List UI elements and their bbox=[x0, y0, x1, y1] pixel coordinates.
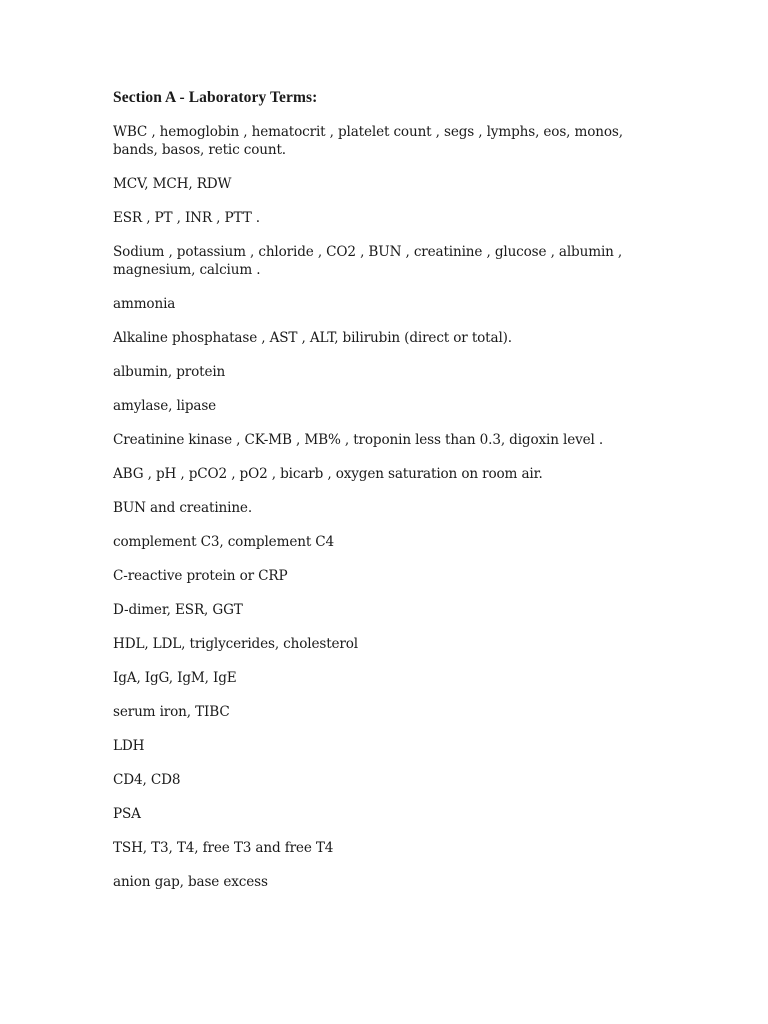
document-page bbox=[113, 89, 633, 907]
list-item: ammonia bbox=[113, 296, 176, 312]
list-item: D-dimer, ESR, GGT bbox=[113, 602, 243, 618]
list-item: BUN and creatinine. bbox=[113, 500, 252, 516]
list-item: CD4, CD8 bbox=[113, 772, 181, 788]
list-item: TSH, T3, T4, free T3 and free T4 bbox=[113, 840, 334, 856]
list-item: anion gap, base excess bbox=[113, 874, 268, 890]
list-item: Alkaline phosphatase , AST , ALT, bilirubin (direct or total). bbox=[113, 330, 512, 346]
list-item: Sodium , potassium , chloride , CO2 , BUN , creatinine , glucose , albumin , magnesium, calcium . bbox=[113, 244, 623, 278]
list-item: complement C3, complement C4 bbox=[113, 534, 335, 550]
list-item: Creatinine kinase , CK-MB , MB% , troponin less than 0.3, digoxin level . bbox=[113, 432, 604, 448]
list-item: WBC , hemoglobin , hematocrit , platelet count , segs , lymphs, eos, monos, bands, basos, retic count. bbox=[113, 124, 623, 158]
list-item: C-reactive protein or CRP bbox=[113, 568, 288, 584]
list-item: amylase, lipase bbox=[113, 398, 217, 414]
list-item: albumin, protein bbox=[113, 364, 226, 380]
list-item: serum iron, TIBC bbox=[113, 704, 230, 720]
list-item: IgA, IgG, IgM, IgE bbox=[113, 670, 237, 686]
list-item: ABG , pH , pCO2 , pO2 , bicarb , oxygen saturation on room air. bbox=[113, 466, 543, 482]
list-item: PSA bbox=[113, 806, 141, 822]
list-item: ESR , PT , INR , PTT . bbox=[113, 210, 260, 226]
list-item: LDH bbox=[113, 738, 145, 754]
list-item: MCV, MCH, RDW bbox=[113, 176, 232, 192]
list-item: HDL, LDL, triglycerides, cholesterol bbox=[113, 636, 358, 652]
section-heading: Section A - Laboratory Terms: bbox=[113, 89, 318, 106]
